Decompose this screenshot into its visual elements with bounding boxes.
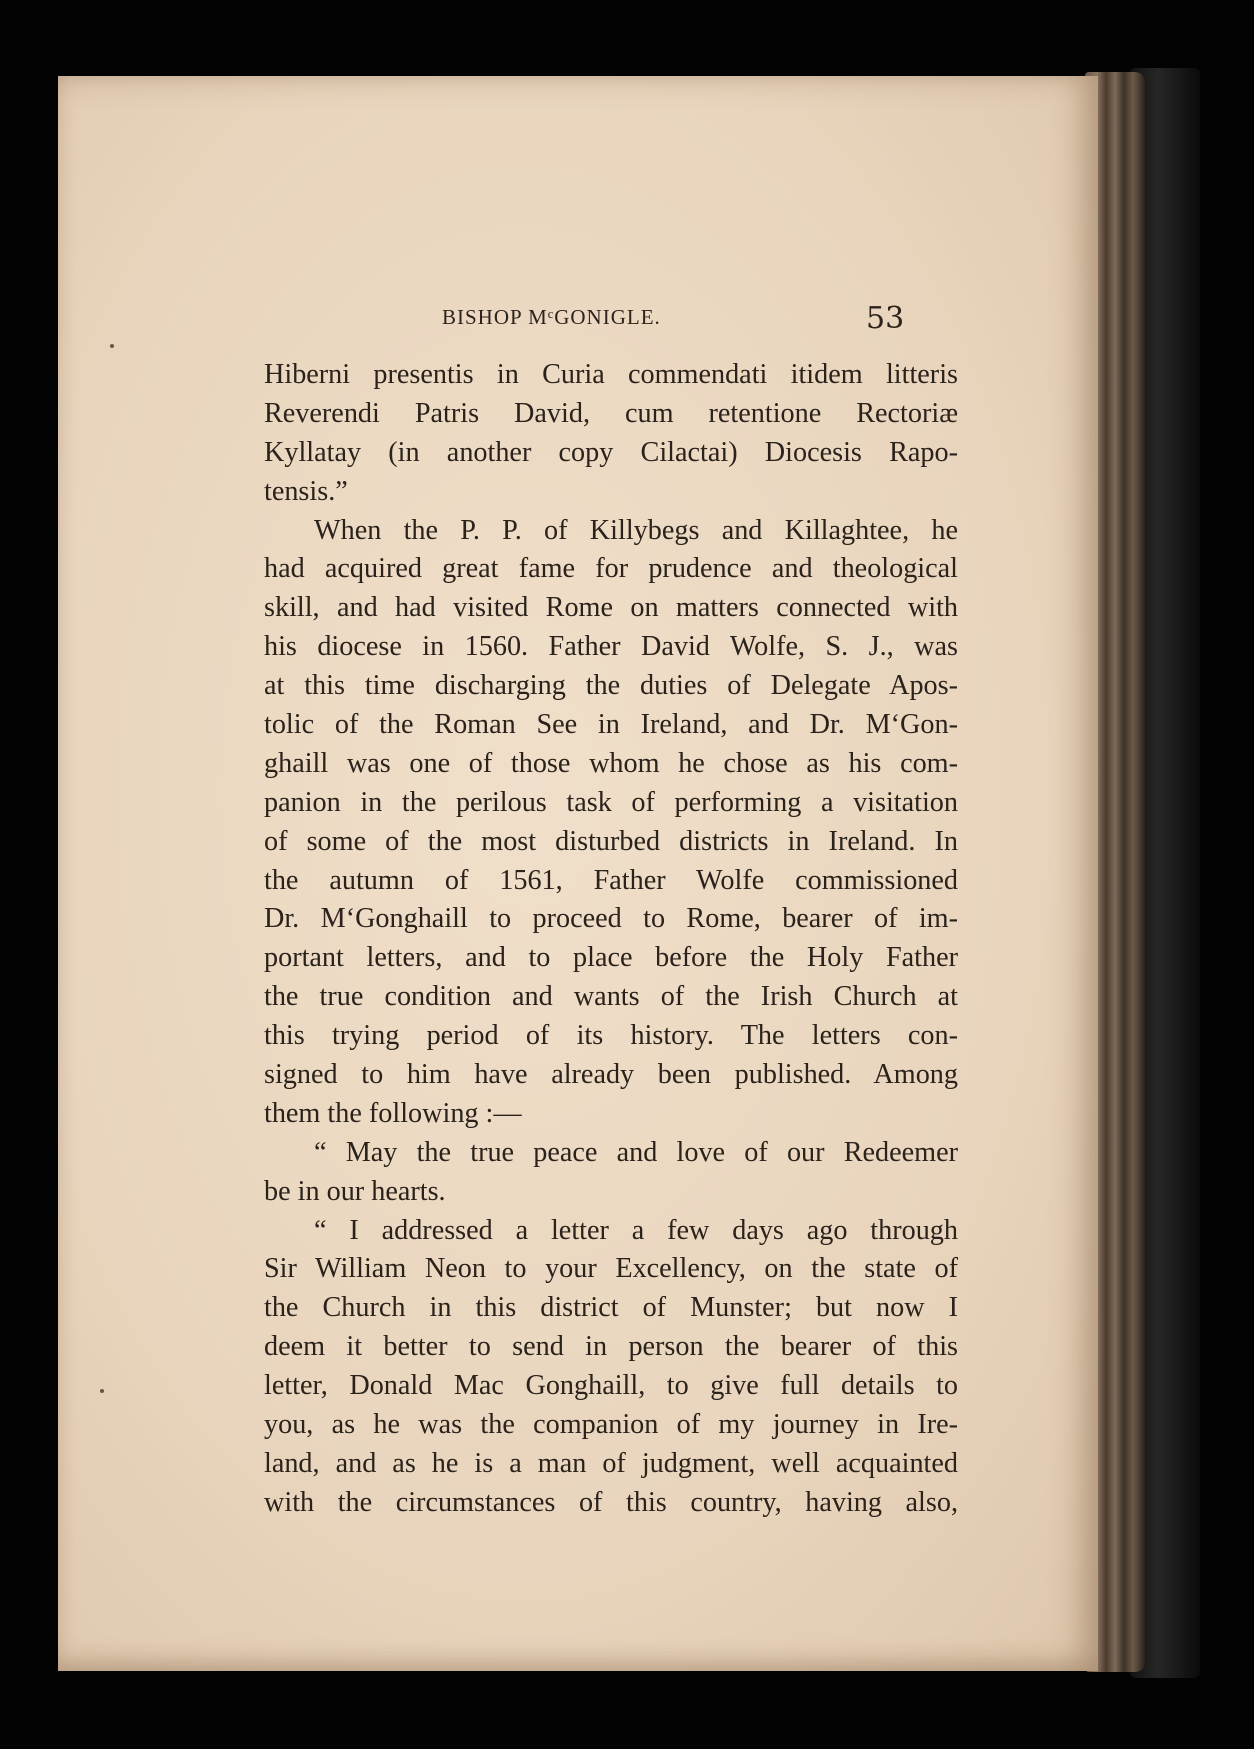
- text-line: When the P. P. of Killybegs and Killaghtee, he: [314, 514, 958, 546]
- paper-speck: [100, 1389, 104, 1393]
- text-line: of some of the most disturbed districts in Ireland. In: [264, 825, 958, 857]
- text-line: portant letters, and to place before the Holy Father: [264, 942, 958, 974]
- text-line: tolic of the Roman See in Ireland, and Dr. M‘Gon-: [264, 709, 958, 741]
- text-line: Hiberni presentis in Curia commendati itidem litteris: [264, 359, 958, 390]
- text-line: skill, and had visited Rome on matters connected with: [264, 592, 958, 624]
- text-line: them the following :—: [264, 1097, 522, 1129]
- text-line: land, and as he is a man of judgment, well acquainted: [264, 1447, 958, 1479]
- book-page: [58, 76, 1098, 1671]
- text-line: this trying period of its history. The letters con-: [264, 1020, 958, 1052]
- text-line: letter, Donald Mac Gonghaill, to give full details to: [264, 1370, 958, 1402]
- text-line: Dr. M‘Gonghaill to proceed to Rome, bearer of im-: [264, 903, 958, 935]
- text-line: ghaill was one of those whom he chose as his com-: [264, 747, 958, 779]
- paper-speck: [110, 344, 114, 348]
- text-line: the autumn of 1561, Father Wolfe commissioned: [264, 864, 958, 896]
- text-line: at this time discharging the duties of Delegate Apos-: [264, 670, 958, 702]
- text-line: signed to him have already been published. Among: [264, 1059, 958, 1091]
- text-line: Kyllatay (in another copy Cilactai) Diocesis Rapo-: [264, 436, 958, 468]
- text-line: deem it better to send in person the bearer of this: [264, 1331, 958, 1363]
- text-line: the Church in this district of Munster; but now I: [264, 1292, 958, 1324]
- body-text: [264, 356, 958, 1523]
- text-line: with the circumstances of this country, having also,: [264, 1486, 958, 1518]
- text-line: Sir William Neon to your Excellency, on the state of: [264, 1253, 958, 1285]
- text-line: his diocese in 1560. Father David Wolfe, S. J., was: [264, 631, 958, 663]
- text-line: panion in the perilous task of performing a visitation: [264, 786, 958, 818]
- text-line: “ I addressed a letter a few days ago through: [314, 1214, 958, 1246]
- page-header: [58, 301, 1098, 341]
- page-number: 53: [866, 301, 905, 336]
- running-head: BISHOP MᶜGONIGLE.: [442, 305, 661, 329]
- text-line: you, as he was the companion of my journey in Ire-: [264, 1409, 958, 1441]
- text-line: “ May the true peace and love of our Redeemer: [314, 1136, 958, 1168]
- text-line: had acquired great fame for prudence and theological: [264, 553, 958, 585]
- text-line: be in our hearts.: [264, 1175, 446, 1207]
- text-line: the true condition and wants of the Irish Church at: [264, 981, 958, 1013]
- text-line: tensis.”: [264, 475, 348, 507]
- text-line: Reverendi Patris David, cum retentione Rectoriæ: [264, 397, 958, 429]
